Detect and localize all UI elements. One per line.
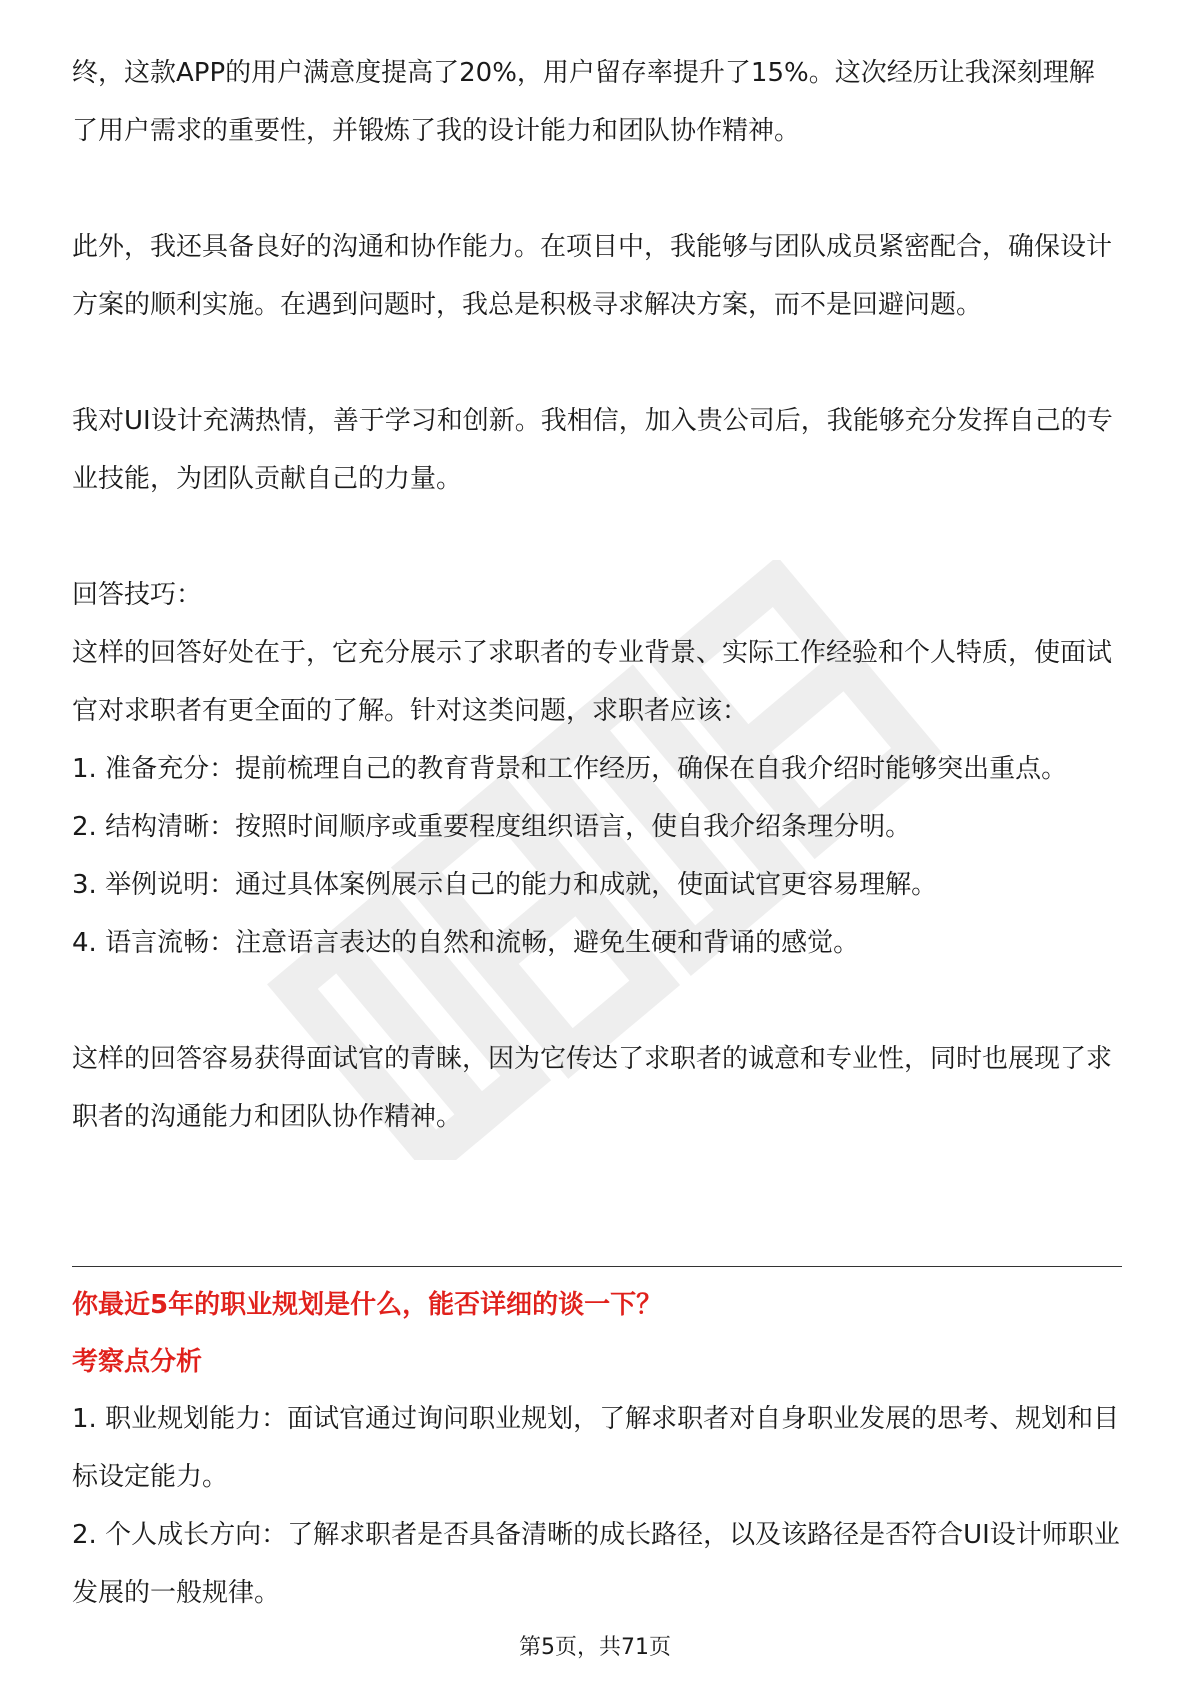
question-title: 你最近5年的职业规划是什么，能否详细的谈一下？ xyxy=(72,1290,663,1320)
paragraph-passion: 我对UI设计充满热情，善于学习和创新。我相信，加入贵公司后，我能够充分发挥自己的专业技能，为团队贡献自己的力量。 xyxy=(72,406,1113,494)
page-number: 第5页，共71页 xyxy=(519,1635,671,1660)
tips-item: 4. 语言流畅：注意语言表达的自然和流畅，避免生硬和背诵的感觉。 xyxy=(72,928,860,958)
tips-closing: 这样的回答容易获得面试官的青睐，因为它传达了求职者的诚意和专业性，同时也展现了求职者的沟通能力和团队协作精神。 xyxy=(72,1044,1113,1132)
analysis-point: 2. 个人成长方向：了解求职者是否具备清晰的成长路径，以及该路径是否符合UI设计师职业发展的一般规律。 xyxy=(72,1520,1120,1608)
main-content xyxy=(72,44,1120,1146)
section-divider xyxy=(72,1266,1122,1267)
tips-heading: 回答技巧： xyxy=(72,580,203,610)
analysis-heading: 考察点分析 xyxy=(72,1347,203,1377)
tips-item: 1. 准备充分：提前梳理自己的教育背景和工作经历，确保在自我介绍时能够突出重点。 xyxy=(72,754,1068,784)
tips-item: 3. 举例说明：通过具体案例展示自己的能力和成就，使面试官更容易理解。 xyxy=(72,870,938,900)
tips-intro: 这样的回答好处在于，它充分展示了求职者的专业背景、实际工作经验和个人特质，使面试官对求职者有更全面的了解。针对这类问题，求职者应该： xyxy=(72,638,1113,726)
paragraph-communication: 此外，我还具备良好的沟通和协作能力。在项目中，我能够与团队成员紧密配合，确保设计方案的顺利实施。在遇到问题时，我总是积极寻求解决方案，而不是回避问题。 xyxy=(72,232,1113,320)
paragraph-project-result: 终，这款APP的用户满意度提高了20%，用户留存率提升了15%。这次经历让我深刻理解了用户需求的重要性，并锻炼了我的设计能力和团队协作精神。 xyxy=(72,58,1095,146)
tips-item: 2. 结构清晰：按照时间顺序或重要程度组织语言，使自我介绍条理分明。 xyxy=(72,812,912,842)
next-question-section xyxy=(72,1276,1120,1622)
analysis-point: 1. 职业规划能力：面试官通过询问职业规划，了解求职者对自身职业发展的思考、规划和目标设定能力。 xyxy=(72,1404,1120,1492)
